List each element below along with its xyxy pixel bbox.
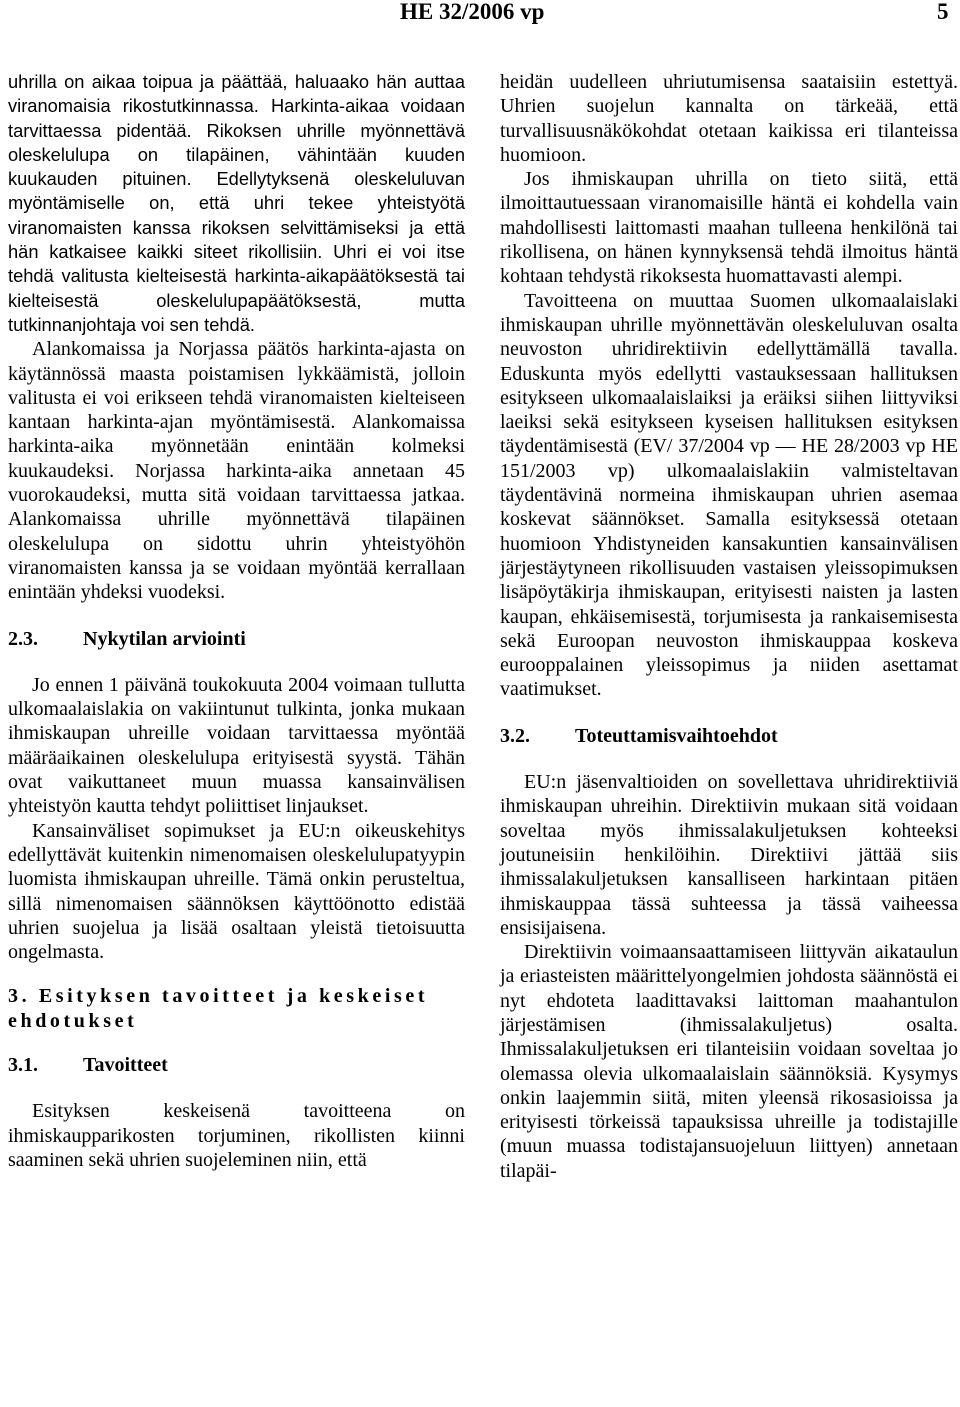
section-heading-3-2 (500, 724, 958, 748)
section-number: 2.3. (8, 627, 38, 650)
left-column (8, 70, 465, 1172)
section-heading-3-1 (8, 1053, 465, 1077)
section-number: 3.2. (500, 724, 530, 747)
page-header (0, 0, 960, 24)
chapter-title: Esityksen tavoitteet ja keskeiset ehdotukset (8, 985, 429, 1032)
paragraph: uhrilla on aikaa toipua ja päättää, haluaako hän auttaa viranomaisia rikostutkinnassa. Harkinta-aikaa voidaan tarvittaessa pidentää. Rikoksen uhrille myönnettävä oleskelulupa on tilapäinen, vähintään kuuden kuukauden pituinen. Edellytyksenä oleskeluluvan myöntämiselle on, että uhri tekee yhteistyötä viranomaisten kanssa rikoksen selvittämiseksi ja että hän katkaisee kaikki siteet rikollisiin. Uhri ei voi itse tehdä valitusta kielteisestä harkinta-aikapäätöksestä tai kielteisestä oleskelulupapäätöksestä, mutta tutkinnanjohtaja voi sen tehdä. (8, 71, 465, 335)
page-number: 5 (937, 0, 949, 24)
section-title: Toteuttamisvaihtoehdot (575, 724, 778, 747)
paragraph: Kansainväliset sopimukset ja EU:n oikeuskehitys edellyttävät kuitenkin nimenomaisen oleskelulupatyypin luomista ihmiskaupan uhreille. Tämä onkin perusteltua, sillä nimenomaisen säännöksen käyttöönotto edistää uhrien suojelua ja lisää osaltaan yleistä tietoisuutta ongelmasta. (8, 819, 465, 964)
section-title: Nykytilan arviointi (83, 627, 246, 650)
paragraph: Jo ennen 1 päivänä toukokuuta 2004 voimaan tullutta ulkomaalaislakia on vakiintunut tulkinta, jonka mukaan ihmiskaupan uhreille voidaan tarvittaessa myöntää määräaikainen oleskelulupa erityisestä syystä. Tähän ovat vaikuttaneet muun muassa kansainvälisen yhteistyön kautta tehdyt poliittiset linjaukset. (8, 673, 465, 818)
paragraph: heidän uudelleen uhriutumisensa saataisiin estettyä. Uhrien suojelun kannalta on tärkeää, että turvallisuusnäkökohdat otetaan kaikissa eri tilanteissa huomioon. (500, 71, 958, 166)
paragraph: Alankomaissa ja Norjassa päätös harkinta-ajasta on käytännössä maasta poistamisen lykkäämistä, jolloin valitusta ei voi erikseen tehdä viranomaisten kielteiseen kantaan harkinta-ajan myöntämisestä. Alankomaissa harkinta-aika myönnetään enintään kolmeksi kuukaudeksi. Norjassa harkinta-aika annetaan 45 vuorokaudeksi, mutta sitä voidaan tarvittaessa jatkaa. Alankomaissa uhrille myönnettävä tilapäinen oleskelulupa on sidottu uhrin yhteistyöhön viranomaisten kanssa ja se voidaan myöntää kerrallaan enintään yhdeksi vuodeksi. (8, 338, 465, 604)
section-number: 3.1. (8, 1053, 38, 1076)
section-heading-2-3 (8, 627, 465, 651)
section-title: Tavoitteet (83, 1053, 168, 1076)
paragraph: Direktiivin voimaansaattamiseen liittyvän aikataulun ja eriasteisten määrittelyongelmien johdosta säännöstä ei nyt ehdoteta laadittavaksi laittoman maahantulon järjestämisen (ihmissalakuljetus) osalta. Ihmissalakuljetuksen eri tilanteisiin voidaan soveltaa jo olemassa olevia ulkomaalaislain säännöksiä. Kysymys onkin laajemmin siitä, miten yleensä rikosasioissa ja erityisesti törkeissä tapauksissa uhreille ja todistajille (muun muassa todistajansuojeluun liittyen) annetaan tilapäi- (500, 941, 958, 1182)
chapter-heading-3 (8, 984, 465, 1033)
paragraph: EU:n jäsenvaltioiden on sovellettava uhridirektiiviä ihmiskaupan uhreihin. Direktiivin mukaan sitä voidaan soveltaa myös ihmissalakuljetuksen kohteeksi joutuneisiin henkilöihin. Direktiivi jättää siis ihmissalakuljetuksen kansalliseen harkintaan pitäen ihmiskauppaa tässä suhteessa ja tässä vaiheessa ensisijaisena. (500, 771, 958, 939)
paragraph: Jos ihmiskaupan uhrilla on tieto siitä, että ilmoittautuessaan viranomaisille häntä ei kohdella vain mahdollisesti laittomasti maahan tulleena henkilönä tai rikollisena, on hänen kynnyksensä tehdä ilmoitus häntä kohtaan tehdystä rikoksesta huomattavasti alempi. (500, 168, 958, 288)
chapter-number: 3. (8, 985, 31, 1008)
paragraph: Esityksen keskeisenä tavoitteena on ihmiskaupparikosten torjuminen, rikollisten kiinni saaminen sekä uhrien suojeleminen niin, että (8, 1100, 465, 1171)
right-column (500, 70, 958, 1183)
paragraph: Tavoitteena on muuttaa Suomen ulkomaalaislaki ihmiskaupan uhrille myönnettävän oleskeluluvan osalta neuvoston uhridirektiivin edellyttämällä tavalla. Eduskunta myös edellytti vastauksessaan hallituksen esitykseen ulkomaalaislaiksi ja eräiksi siihen liittyviksi laeiksi sekä esitykseen kyseisen hallituksen esityksen täydentämisestä (EV/ 37/2004 vp — HE 28/2003 vp HE 151/2003 vp) ulkomaalaislakiin valmisteltavan täydentävinä normeina ihmiskaupan uhrien asemaa koskevat säännökset. Samalla esityksessä otetaan huomioon Yhdistyneiden kansakuntien kansainvälisen järjestäytyneen rikollisuuden vastaisen yleissopimuksen lisäpöytäkirja ihmiskaupan, erityisesti naisten ja lasten kaupan, ehkäisemisestä, torjumisesta ja rankaisemisesta sekä Euroopan neuvoston ihmiskauppaa koskeva eurooppalainen yleissopimus ja niiden asettamat vaatimukset. (500, 289, 958, 701)
document-id: HE 32/2006 vp (400, 0, 545, 24)
